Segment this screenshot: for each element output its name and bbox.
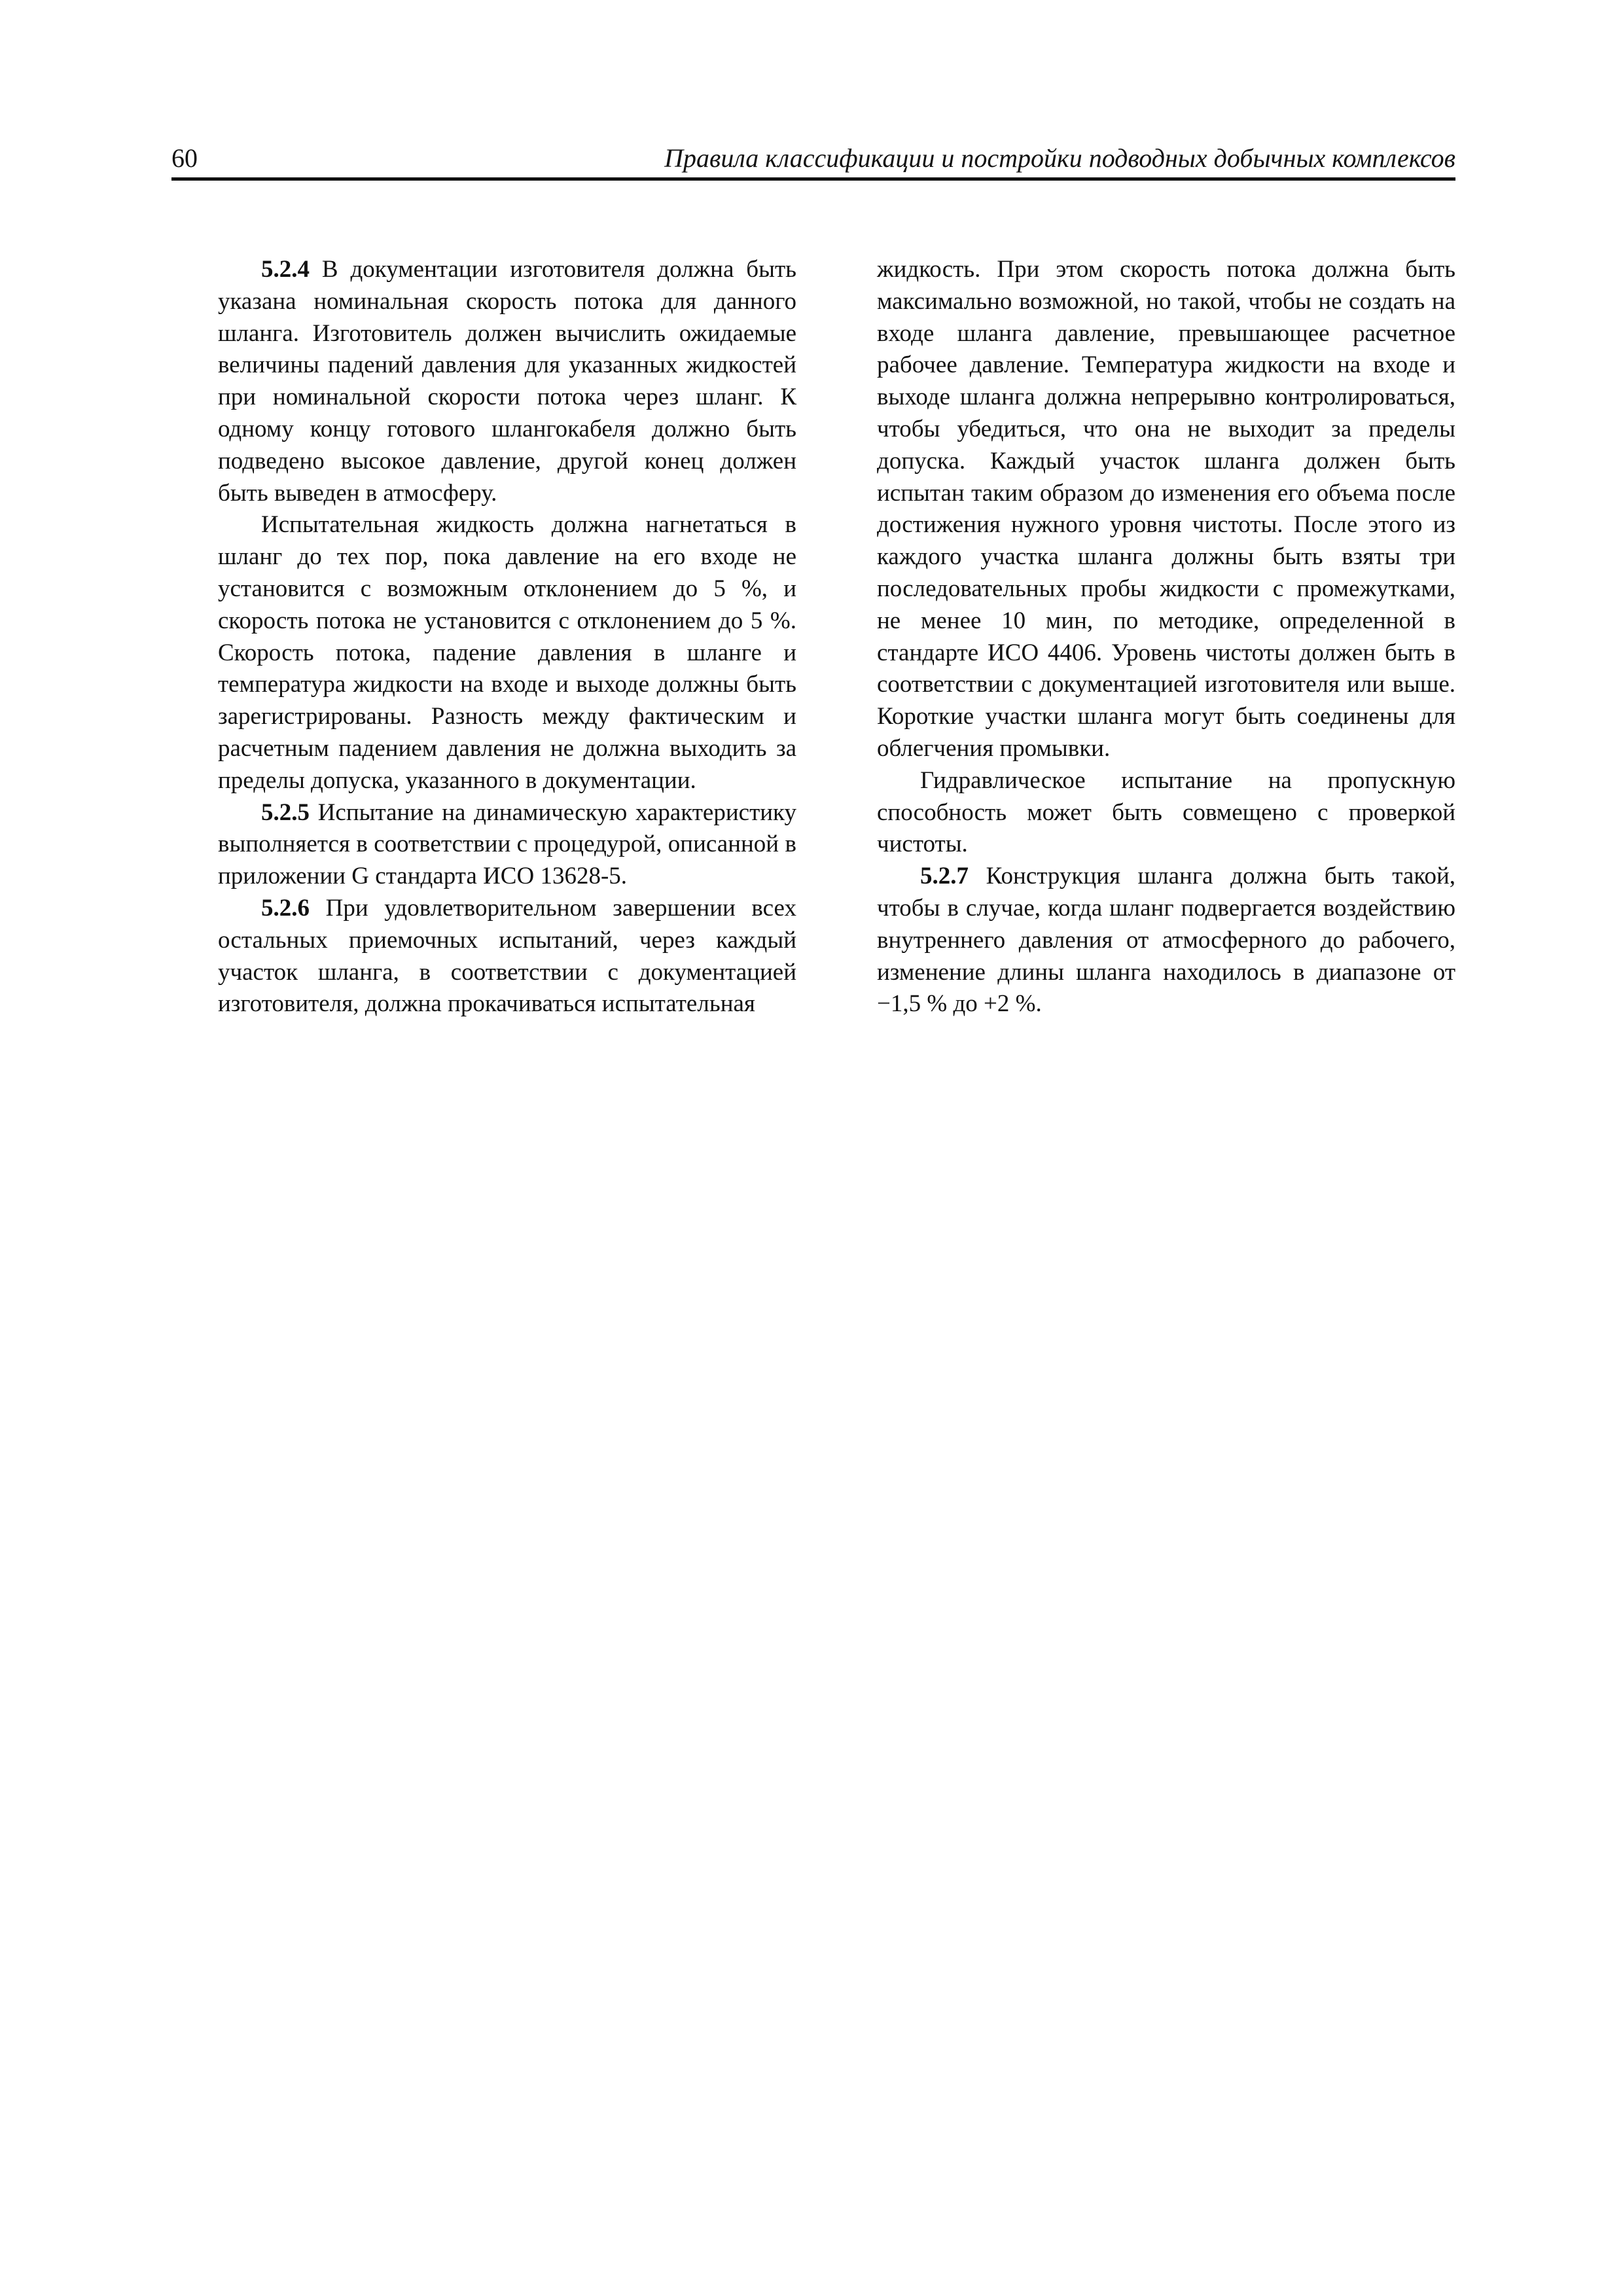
- page-header: [171, 143, 1455, 181]
- paragraph-5-2-5: [218, 797, 796, 893]
- clause-number: 5.2.5: [261, 798, 310, 826]
- paragraph-text: Испытание на динамическую характеристику выполняется в соответствии с процедурой, описанной в приложении G стандарта ИСО 13628-5.: [218, 798, 796, 890]
- paragraph-text: При удовлетворительном завершении всех остальных приемочных испытаний, через каждый участок шланга, в соответствии с документацией изготовителя, должна прокачиваться испытательная: [218, 894, 796, 1018]
- paragraph-5-2-7: [877, 861, 1455, 1020]
- paragraph: [218, 509, 796, 797]
- paragraph-text: жидкость. При этом скорость потока должна быть максимально возможной, но такой, чтобы не создать на входе шланга давление, превышающее расчетное рабочее давление. Температура жидкости на входе и выходе шланга должна непрерывно контролироваться, чтобы убедиться, что она не выходит за пределы допуска. Каждый участок шланга должен быть испытан таким образом до изменения его объема после достижения нужного уровня чистоты. После этого из каждого участка шланга должны быть взяты три последовательных пробы жидкости с промежутками, не менее 10 мин, по методике, определенной в стандарте ИСО 4406. Уровень чистоты должен быть в соответствии с документацией изготовителя или выше. Короткие участки шланга могут быть соединены для облегчения промывки.: [877, 256, 1455, 762]
- paragraph-5-2-6: [218, 893, 796, 1020]
- page-number: 60: [171, 143, 198, 173]
- paragraph-text: Конструкция шланга должна быть такой, чтобы в случае, когда шланг подвергается воздействию внутреннего давления от атмосферного до рабочего, изменение длины шланга находилось в диапазоне от −1,5 % до +2 %.: [877, 863, 1455, 1018]
- right-column: [877, 254, 1455, 1020]
- clause-number: 5.2.4: [261, 256, 310, 283]
- paragraph-continued: [877, 254, 1455, 765]
- paragraph-text: В документации изготовителя должна быть указана номинальная скорость потока для данного шланга. Изготовитель должен вычислить ожидаемые величины падений давления для указанных жидкостей при номинальной скорости потока через шланг. К одному концу готового шлангокабеля должно быть подведено высокое давление, другой конец должен быть выведен в атмосферу.: [218, 256, 796, 507]
- paragraph-text: Гидравлическое испытание на пропускную способность может быть совмещено с проверкой чистоты.: [877, 766, 1455, 858]
- clause-number: 5.2.6: [261, 894, 310, 922]
- running-title: Правила классификации и постройки подводных добычных комплексов: [664, 143, 1455, 173]
- paragraph-text: Испытательная жидкость должна нагнетаться в шланг до тех пор, пока давление на его входе не установится с возможным отклонением до 5 %, и скорость потока не установится с отклонением до 5 %. Скорость потока, падение давления в шланге и температура жидкости на входе и выходе должны быть зарегистрированы. Разность между фактическим и расчетным падением давления не должна выходить за пределы допуска, указанного в документации.: [218, 511, 796, 794]
- text-columns: [218, 254, 1455, 1020]
- paragraph: [877, 765, 1455, 861]
- left-column: [218, 254, 796, 1020]
- paragraph-5-2-4: [218, 254, 796, 509]
- clause-number: 5.2.7: [920, 863, 969, 890]
